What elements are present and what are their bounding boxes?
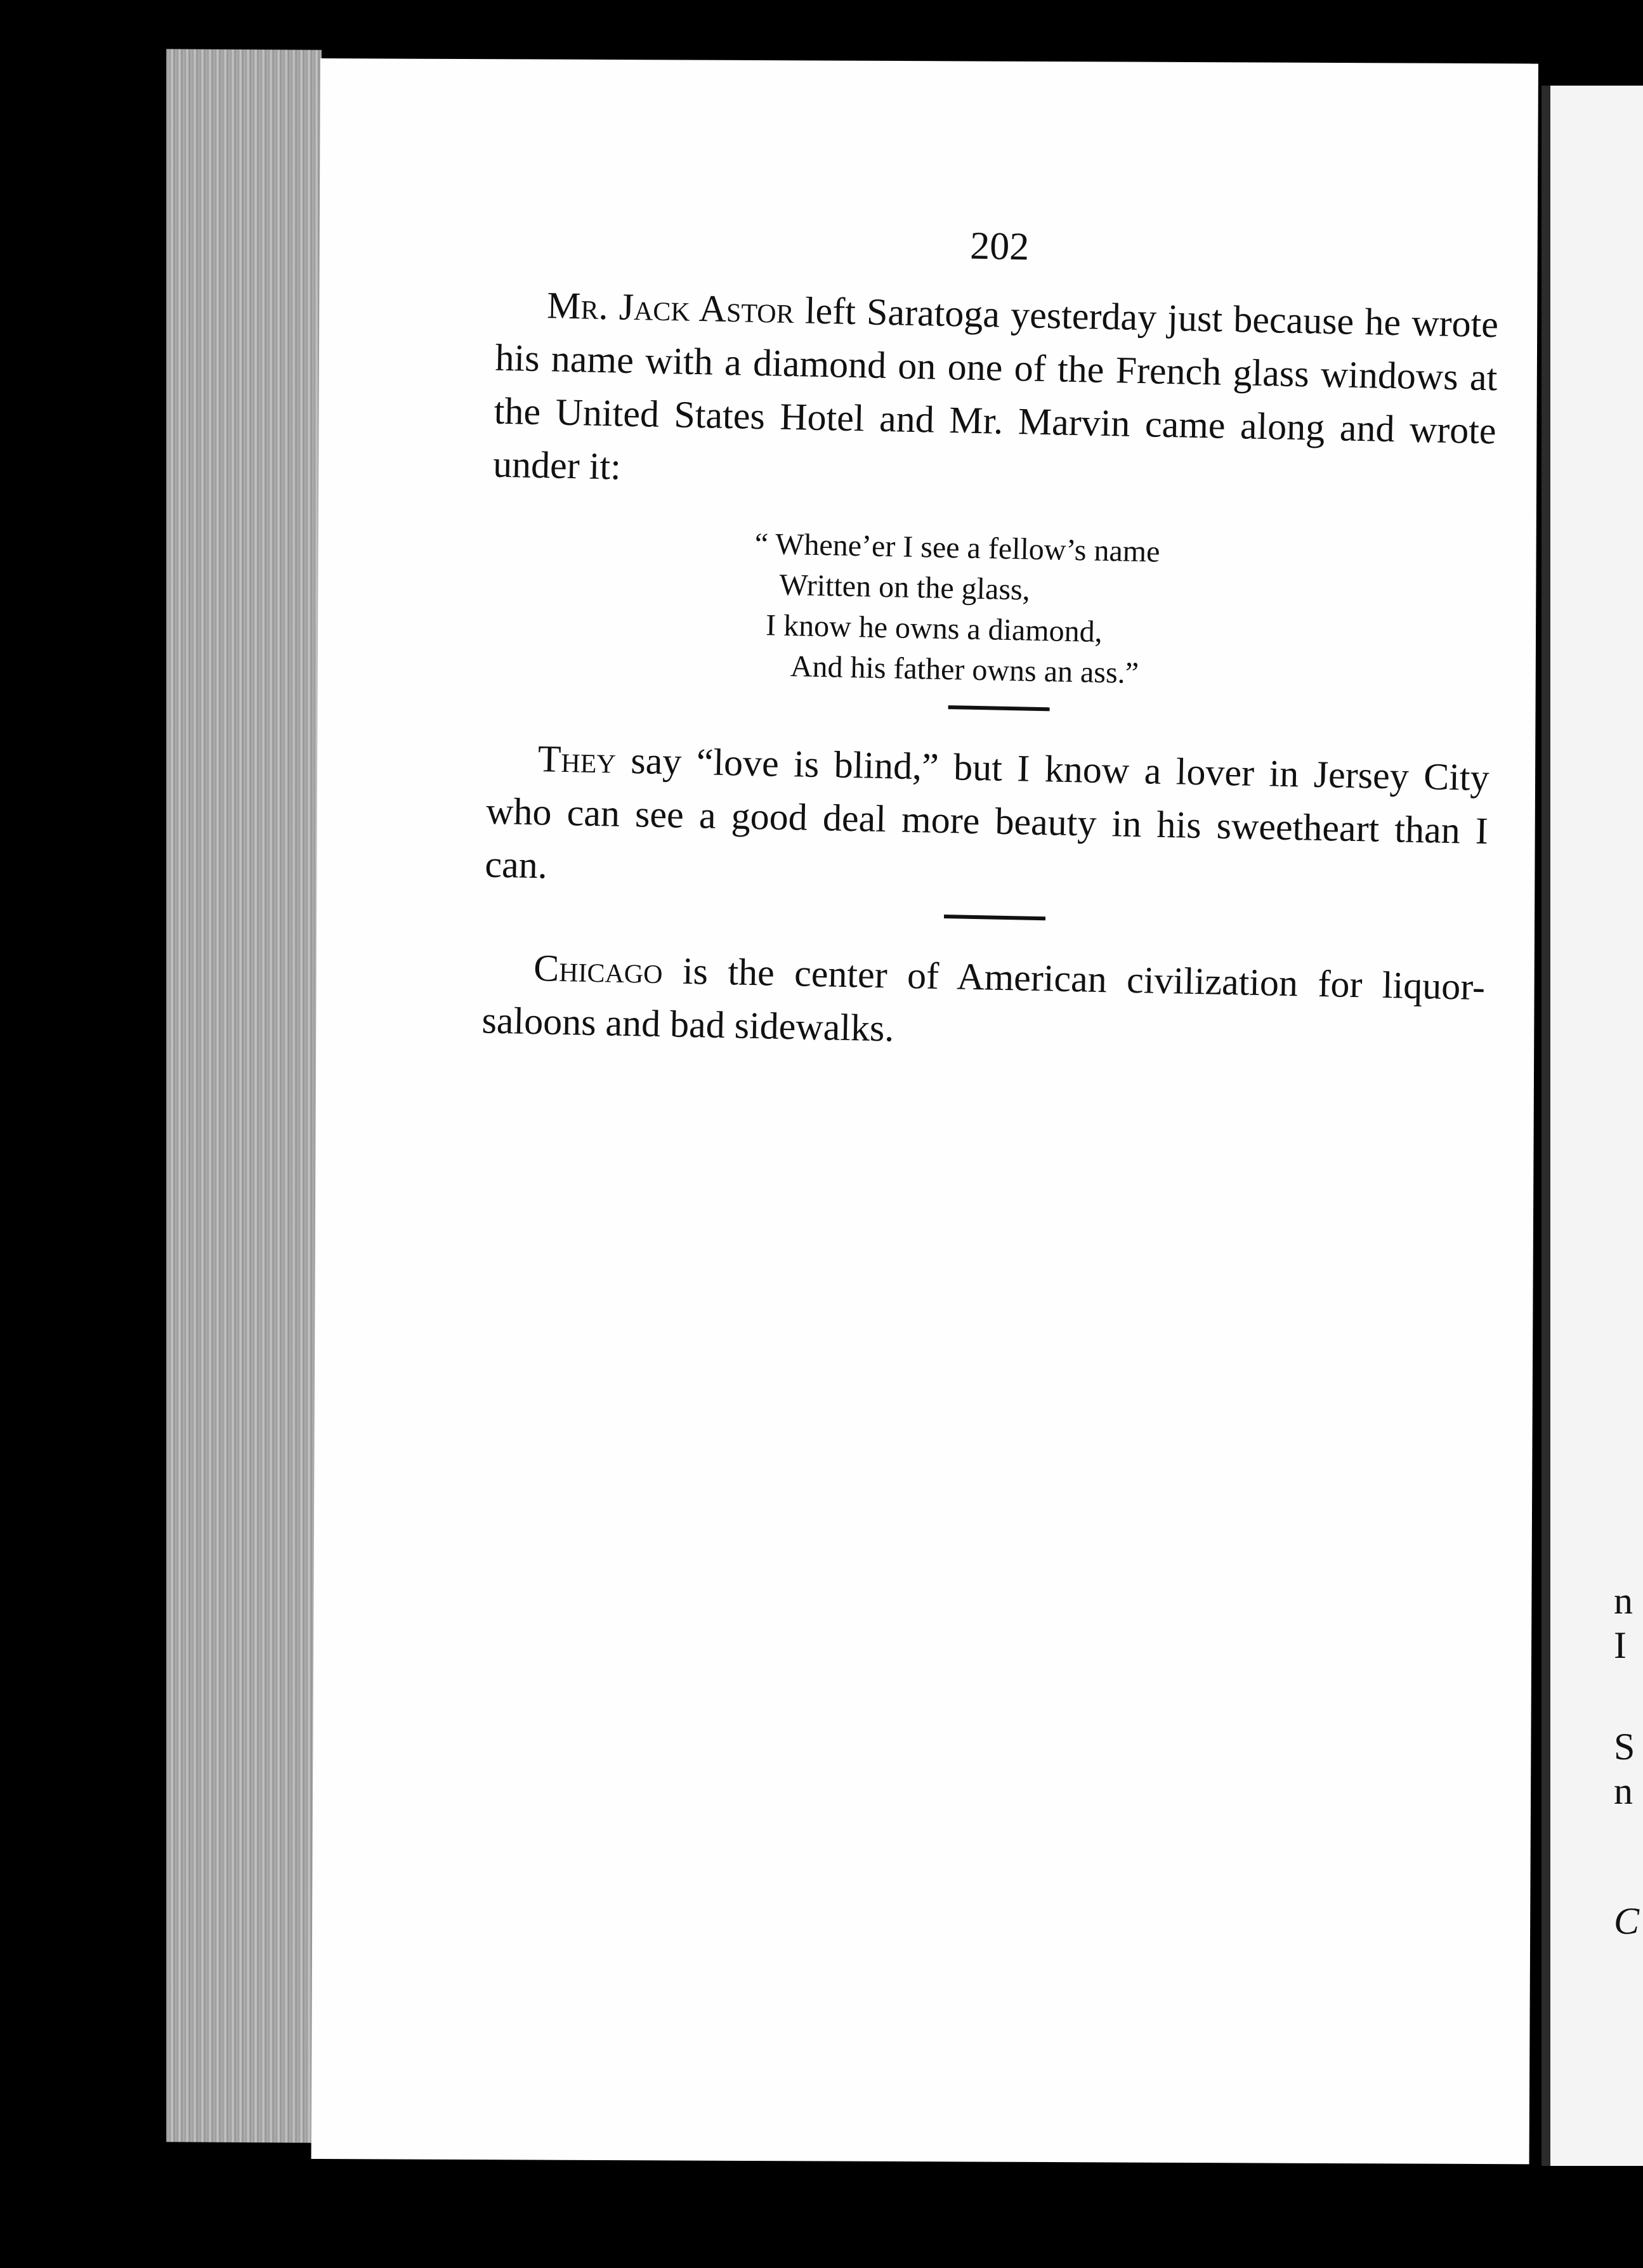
page-content	[320, 58, 1538, 1050]
next-page-fragment: S	[1614, 1726, 1635, 1768]
paragraph-lead: They	[537, 738, 617, 781]
next-page-edge	[1542, 86, 1643, 2166]
next-page-fragment: C	[1614, 1900, 1640, 1942]
next-page-fragment: n	[1614, 1580, 1633, 1622]
paragraph-text: say “love is blind,” but I know a lover in Jersey City who can see a good deal more beauty in his sweetheart than I can.	[484, 739, 1490, 887]
poem-line: And his father owns an ass.”	[790, 649, 1139, 691]
poem-line: I know he owns a diamond,	[765, 608, 1103, 649]
paragraph-text: left Saratoga yesterday just because he wrote his name with a diamond on one of the French glass windows at the United States Hotel and Mr. Marvin came along and wrote under it:	[492, 289, 1499, 488]
paragraph-lead: Chicago	[533, 947, 664, 992]
page-number: 202	[969, 224, 1030, 269]
poem	[739, 524, 1160, 694]
paragraph-jack-astor	[492, 278, 1498, 511]
section-divider	[948, 705, 1050, 711]
book-page	[311, 58, 1538, 2164]
book-page-edge	[166, 49, 322, 2142]
paragraph-text: is the center of American civilization for liquor-saloons and bad sidewalks.	[481, 949, 1486, 1050]
poem-line: Written on the glass,	[778, 568, 1031, 607]
next-page-fragment: I	[1614, 1624, 1627, 1666]
paragraph-love-is-blind	[485, 731, 1490, 911]
poem-line: “ Whene’er I see a fellow’s name	[754, 526, 1160, 569]
paragraph-chicago	[481, 940, 1486, 1067]
section-divider	[944, 915, 1045, 920]
next-page-fragment: n	[1614, 1770, 1633, 1812]
paragraph-lead: Mr. Jack Astor	[546, 284, 795, 332]
